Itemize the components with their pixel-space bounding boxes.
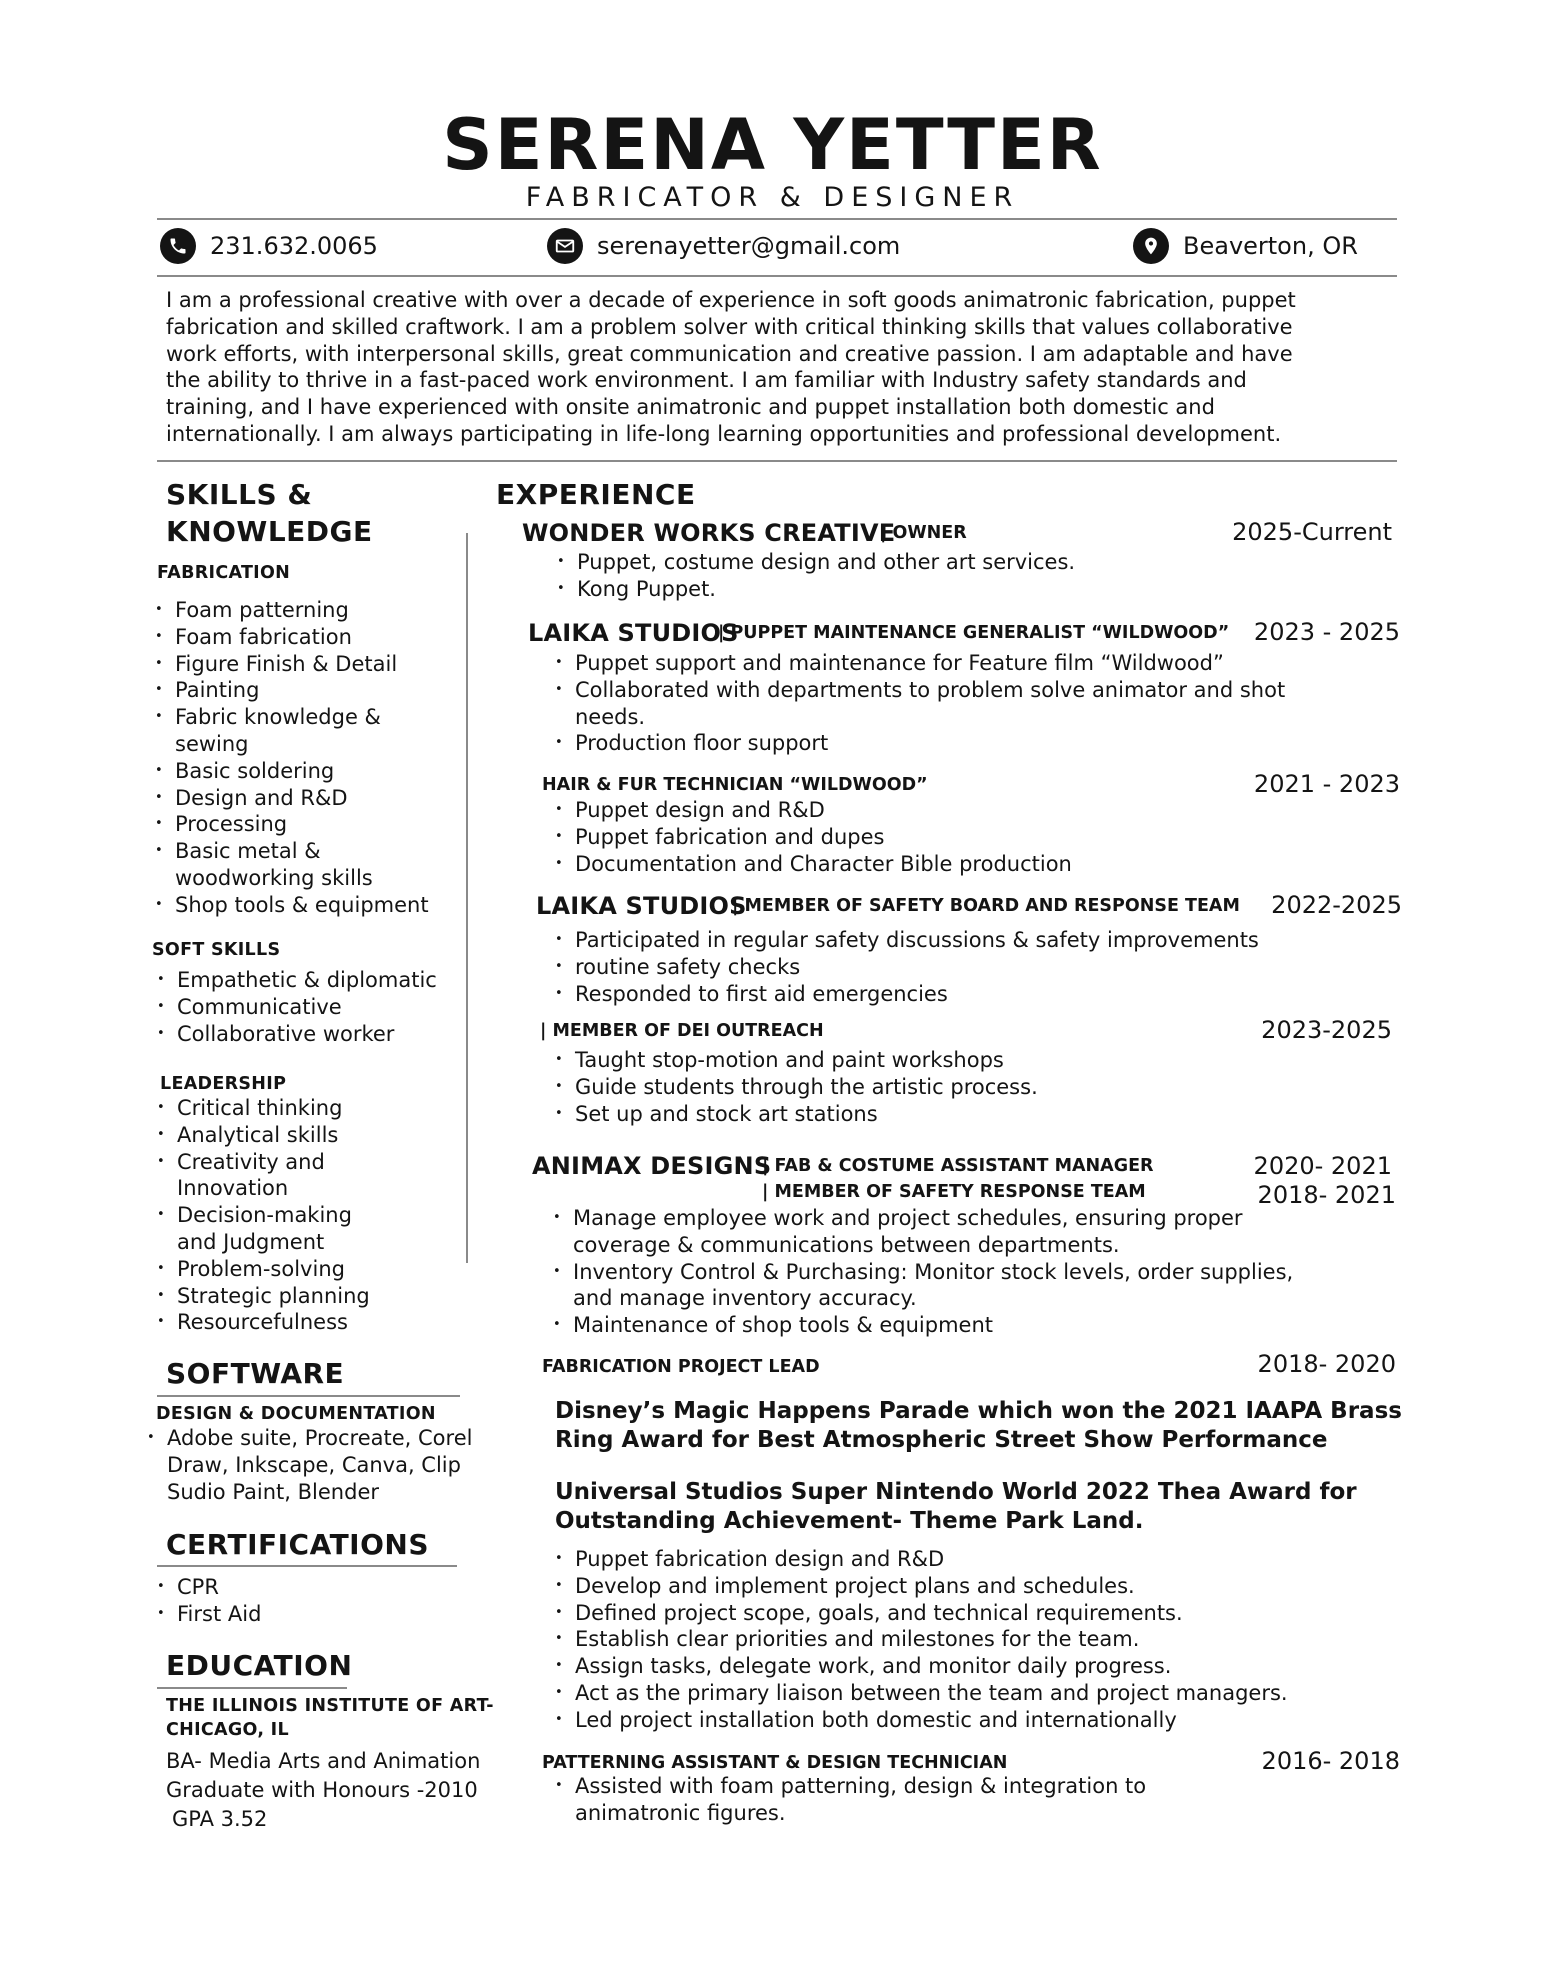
education-underline xyxy=(157,1687,347,1689)
certifications-heading: CERTIFICATIONS xyxy=(166,1528,430,1561)
job-role: | MEMBER OF SAFETY RESPONSE TEAM xyxy=(762,1182,1146,1202)
list-item: • Establish clear priorities and milestones for the team. xyxy=(553,1626,1393,1653)
list-item: • Communicative xyxy=(155,994,475,1021)
list-item: • Puppet fabrication and dupes xyxy=(553,824,1393,851)
job-bullets xyxy=(553,927,1393,1007)
award-highlight xyxy=(555,1397,1402,1454)
fabrication-skills-list xyxy=(153,597,473,919)
list-item: • Basic soldering xyxy=(153,758,473,785)
list-item-text: • Collaborated with departments to problem solve animator and shot xyxy=(575,677,1286,702)
list-item-text: • Fabric knowledge & xyxy=(175,705,381,730)
list-item xyxy=(553,1773,1393,1827)
list-item: • Documentation and Character Bible production xyxy=(553,851,1393,878)
list-item-continuation: and Judgment xyxy=(177,1229,325,1254)
list-item: • routine safety checks xyxy=(553,954,1393,981)
job-role: HAIR & FUR TECHNICIAN “WILDWOOD” xyxy=(542,775,928,795)
location-pin-icon xyxy=(1133,228,1169,264)
list-item-text: • Manage employee work and project schedules, ensuring proper xyxy=(573,1206,1243,1230)
gpa: GPA 3.52 xyxy=(172,1807,268,1831)
header-divider-top xyxy=(157,218,1397,220)
software-label: DESIGN & DOCUMENTATION xyxy=(156,1404,436,1424)
location-text: Beaverton, OR xyxy=(1183,232,1358,260)
list-item: • Painting xyxy=(153,677,473,704)
list-item xyxy=(551,1259,1401,1313)
list-item: • Resourcefulness xyxy=(155,1309,475,1336)
envelope-icon xyxy=(547,228,583,264)
list-item: • Taught stop-motion and paint workshops xyxy=(553,1047,1393,1074)
list-item: • Defined project scope, goals, and technical requirements. xyxy=(553,1600,1393,1627)
job-role: | PUPPET MAINTENANCE GENERALIST “WILDWOOD” xyxy=(718,623,1230,643)
degree: BA- Media Arts and Animation xyxy=(166,1749,481,1773)
job-dates: 2020- 2021 xyxy=(1253,1152,1392,1180)
list-item: • Foam patterning xyxy=(153,597,473,624)
list-item: • Puppet design and R&D xyxy=(553,797,1393,824)
professional-summary xyxy=(166,287,1396,448)
list-item: • Foam fabrication xyxy=(153,624,473,651)
graduation: Graduate with Honours -2010 xyxy=(166,1778,478,1802)
job-dates: 2018- 2020 xyxy=(1257,1350,1396,1378)
summary-line: fabrication and skilled craftwork. I am a problem solver with critical thinking skills that values collaborative xyxy=(166,314,1293,339)
list-item-continuation: sewing xyxy=(175,731,249,756)
skills-heading-line1: SKILLS & xyxy=(166,478,313,511)
list-item-text: • Basic metal & xyxy=(175,839,321,864)
award-line: Ring Award for Best Atmospheric Street Show Performance xyxy=(555,1426,1328,1453)
school-name xyxy=(166,1694,494,1742)
phone-icon xyxy=(160,228,196,264)
award-line: Disney’s Magic Happens Parade which won the 2021 IAAPA Brass xyxy=(555,1398,1402,1424)
job-role: | OWNER xyxy=(880,523,967,543)
job-role: | MEMBER OF SAFETY BOARD AND RESPONSE TEAM xyxy=(732,896,1240,916)
software-line: Draw, Inkscape, Canva, Clip xyxy=(167,1452,461,1477)
leadership-label: LEADERSHIP xyxy=(160,1074,287,1094)
list-item: • Maintenance of shop tools & equipment xyxy=(551,1312,1401,1339)
list-item-text: • Decision-making xyxy=(177,1203,352,1228)
job-title: FABRICATOR & DESIGNER xyxy=(525,182,1020,213)
job-dates: 2022-2025 xyxy=(1271,891,1402,919)
list-item: • Act as the primary liaison between the team and project managers. xyxy=(553,1680,1393,1707)
job-role: PATTERNING ASSISTANT & DESIGN TECHNICIAN xyxy=(542,1753,1008,1773)
contact-email[interactable] xyxy=(547,228,900,264)
award-line: Universal Studios Super Nintendo World 2022 Thea Award for xyxy=(555,1479,1357,1505)
list-item: • Participated in regular safety discussions & safety improvements xyxy=(553,927,1393,954)
list-item: • Collaborative worker xyxy=(155,1021,475,1048)
list-item: • First Aid xyxy=(155,1601,475,1628)
contact-phone[interactable] xyxy=(160,228,378,264)
list-item-continuation: animatronic figures. xyxy=(575,1800,786,1825)
soft-skills-label: SOFT SKILLS xyxy=(152,940,281,960)
list-item xyxy=(153,704,473,758)
job-role: | FAB & COSTUME ASSISTANT MANAGER xyxy=(762,1156,1154,1176)
list-item xyxy=(155,1149,475,1203)
company-name: ANIMAX DESIGNS xyxy=(532,1152,772,1180)
summary-line: internationally. I am always participating in life-long learning opportunities and professional development. xyxy=(166,421,1282,446)
list-item: • Problem-solving xyxy=(155,1256,475,1283)
list-item-continuation: needs. xyxy=(575,704,646,729)
award-highlight xyxy=(555,1478,1357,1535)
list-item: • Develop and implement project plans and schedules. xyxy=(553,1573,1393,1600)
job-bullets xyxy=(553,1773,1393,1827)
summary-line: I am a professional creative with over a decade of experience in soft goods animatronic fabrication, puppet xyxy=(166,288,1296,312)
list-item-continuation: coverage & communications between departments. xyxy=(573,1232,1120,1257)
list-item-text: • Assisted with foam patterning, design & integration to xyxy=(575,1774,1147,1798)
list-item xyxy=(553,677,1393,731)
software-list xyxy=(145,1425,485,1505)
job-dates: 2016- 2018 xyxy=(1261,1747,1400,1775)
summary-line: the ability to thrive in a fast-paced work environment. I am familiar with Industry safety standards and xyxy=(166,368,1247,393)
list-item-continuation: and manage inventory accuracy. xyxy=(573,1286,917,1311)
list-item: • Led project installation both domestic and internationally xyxy=(553,1707,1393,1734)
skills-heading-line2: KNOWLEDGE xyxy=(166,515,373,548)
software-line: Sudio Paint, Blender xyxy=(167,1479,379,1504)
list-item-continuation: Innovation xyxy=(177,1176,289,1201)
list-item: • Kong Puppet. xyxy=(555,576,1355,603)
job-dates: 2025-Current xyxy=(1232,518,1392,546)
list-item: • CPR xyxy=(155,1574,475,1601)
experience-heading: EXPERIENCE xyxy=(496,478,696,511)
company-name: WONDER WORKS CREATIVE xyxy=(522,519,896,547)
degree-details xyxy=(166,1747,480,1834)
job-dates: 2021 - 2023 xyxy=(1253,770,1400,798)
candidate-name: SERENA YETTER xyxy=(442,104,1103,186)
job-bullets xyxy=(553,797,1393,877)
job-dates: 2018- 2021 xyxy=(1257,1181,1396,1209)
list-item: • Figure Finish & Detail xyxy=(153,651,473,678)
list-item xyxy=(153,838,473,892)
list-item: • Puppet, costume design and other art services. xyxy=(555,549,1355,576)
list-item xyxy=(145,1425,485,1505)
list-item: • Puppet support and maintenance for Feature film “Wildwood” xyxy=(553,650,1393,677)
company-name: LAIKA STUDIOS xyxy=(528,619,739,647)
soft-skills-list xyxy=(155,967,475,1047)
job-role: FABRICATION PROJECT LEAD xyxy=(542,1357,820,1377)
award-line: Outstanding Achievement- Theme Park Land. xyxy=(555,1507,1144,1534)
job-role: | MEMBER OF DEI OUTREACH xyxy=(540,1021,824,1041)
certifications-list xyxy=(155,1574,475,1628)
school-name-line: THE ILLINOIS INSTITUTE OF ART- xyxy=(166,1696,494,1716)
email-address: serenayetter@gmail.com xyxy=(597,232,901,260)
list-item: • Shop tools & equipment xyxy=(153,892,473,919)
list-item: • Analytical skills xyxy=(155,1122,475,1149)
summary-divider xyxy=(157,460,1397,462)
job-bullets xyxy=(553,1047,1393,1127)
list-item: • Critical thinking xyxy=(155,1095,475,1122)
list-item: • Production floor support xyxy=(553,730,1393,757)
job-dates: 2023 - 2025 xyxy=(1253,618,1400,646)
list-item: • Design and R&D xyxy=(153,785,473,812)
software-heading: SOFTWARE xyxy=(166,1357,345,1390)
list-item: • Assign tasks, delegate work, and monitor daily progress. xyxy=(553,1653,1393,1680)
software-underline xyxy=(157,1395,460,1397)
list-item: • Set up and stock art stations xyxy=(553,1101,1393,1128)
job-bullets xyxy=(555,549,1355,603)
school-name-line: CHICAGO, IL xyxy=(166,1720,289,1740)
list-item: • Responded to first aid emergencies xyxy=(553,981,1393,1008)
list-item-continuation: woodworking skills xyxy=(175,865,373,890)
leadership-skills-list xyxy=(155,1095,475,1336)
summary-line: training, and I have experienced with onsite animatronic and puppet installation both domestic and xyxy=(166,395,1215,420)
summary-line: work efforts, with interpersonal skills, great communication and creative passion. I am adaptable and have xyxy=(166,341,1293,366)
list-item: • Puppet fabrication design and R&D xyxy=(553,1546,1393,1573)
list-item: • Guide students through the artistic process. xyxy=(553,1074,1393,1101)
software-line: • Adobe suite, Procreate, Corel xyxy=(167,1426,473,1450)
phone-number: 231.632.0065 xyxy=(210,232,378,260)
company-name: LAIKA STUDIOS xyxy=(536,892,747,920)
list-item-text: • Creativity and xyxy=(177,1149,325,1174)
list-item xyxy=(551,1205,1401,1259)
list-item: • Empathetic & diplomatic xyxy=(155,967,475,994)
job-dates: 2023-2025 xyxy=(1261,1016,1392,1044)
fabrication-label: FABRICATION xyxy=(157,563,291,583)
contact-location xyxy=(1133,228,1358,264)
certifications-underline xyxy=(157,1565,457,1567)
list-item: • Strategic planning xyxy=(155,1283,475,1310)
list-item: • Processing xyxy=(153,811,473,838)
job-bullets xyxy=(553,1546,1393,1734)
job-bullets xyxy=(553,650,1393,757)
job-bullets xyxy=(551,1205,1401,1339)
list-item-text: • Inventory Control & Purchasing: Monitor stock levels, order supplies, xyxy=(573,1259,1294,1284)
education-heading: EDUCATION xyxy=(166,1649,353,1682)
list-item xyxy=(155,1202,475,1256)
header-divider-bottom xyxy=(157,275,1397,277)
